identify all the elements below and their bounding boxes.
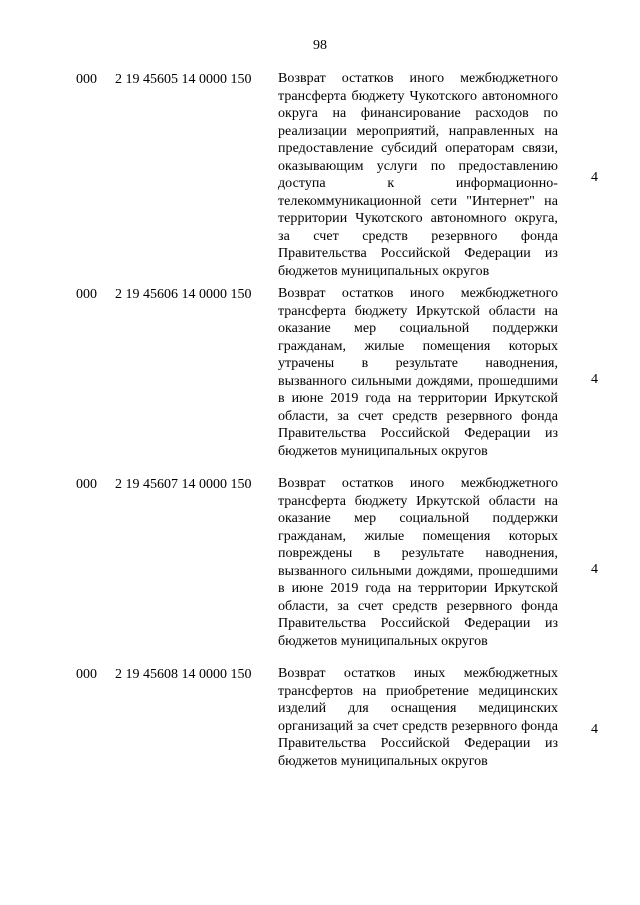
admin-code: 000 [76, 287, 97, 302]
income-code: 2 19 45605 14 0000 150 [115, 72, 252, 87]
admin-code: 000 [76, 477, 97, 492]
table-row [0, 665, 640, 795]
admin-code: 000 [76, 72, 97, 87]
admin-code: 000 [76, 667, 97, 682]
budget-code-table [0, 70, 640, 795]
income-name: Возврат остатков иных межбюджетных трансфертов на приобретение медицинских изделий для оснащения медицинских организаций за счет средств резервного фонда Правительства Российской Федерации из бюджетов муниципальных округов [278, 666, 558, 769]
income-name: Возврат остатков иного межбюджетного трансферта бюджету Чукотского автономного округа на финансирование расходов по реализации мероприятий, направленных на предоставление субсидий операторам связи, оказывающим услуги по предоставлению доступа к информационно-телекоммуникационной сети "Интернет" на территории Чукотского автономного округа, за счет средств резервного фонда Правительства Российской Федерации из бюджетов муниципальных округов [278, 71, 558, 279]
table-row [0, 70, 640, 285]
income-name: Возврат остатков иного межбюджетного трансферта бюджету Иркутской области на оказание мер социальной поддержки гражданам, жилые помещения которых утрачены в результате наводнения, вызванного сильными дождями, прошедшими в июне 2019 года на территории Иркутской области, за счет средств резервного фонда Правительства Российской Федерации из бюджетов муниципальных округов [278, 286, 558, 459]
amount: 4 [591, 169, 598, 185]
table-row [0, 285, 640, 475]
amount: 4 [591, 372, 598, 387]
income-code: 2 19 45607 14 0000 150 [115, 477, 252, 492]
table-row [0, 475, 640, 665]
amount: 4 [591, 722, 598, 737]
income-name: Возврат остатков иного межбюджетного трансферта бюджету Иркутской области на оказание мер социальной поддержки гражданам, жилые помещения которых повреждены в результате наводнения, вызванного сильными дождями, прошедшими в июне 2019 года на территории Иркутской области, за счет средств резервного фонда Правительства Российской Федерации из бюджетов муниципальных округов [278, 476, 558, 649]
amount: 4 [591, 562, 598, 577]
income-code: 2 19 45606 14 0000 150 [115, 287, 252, 302]
page-number: 98 [313, 38, 327, 53]
income-code: 2 19 45608 14 0000 150 [115, 667, 252, 682]
